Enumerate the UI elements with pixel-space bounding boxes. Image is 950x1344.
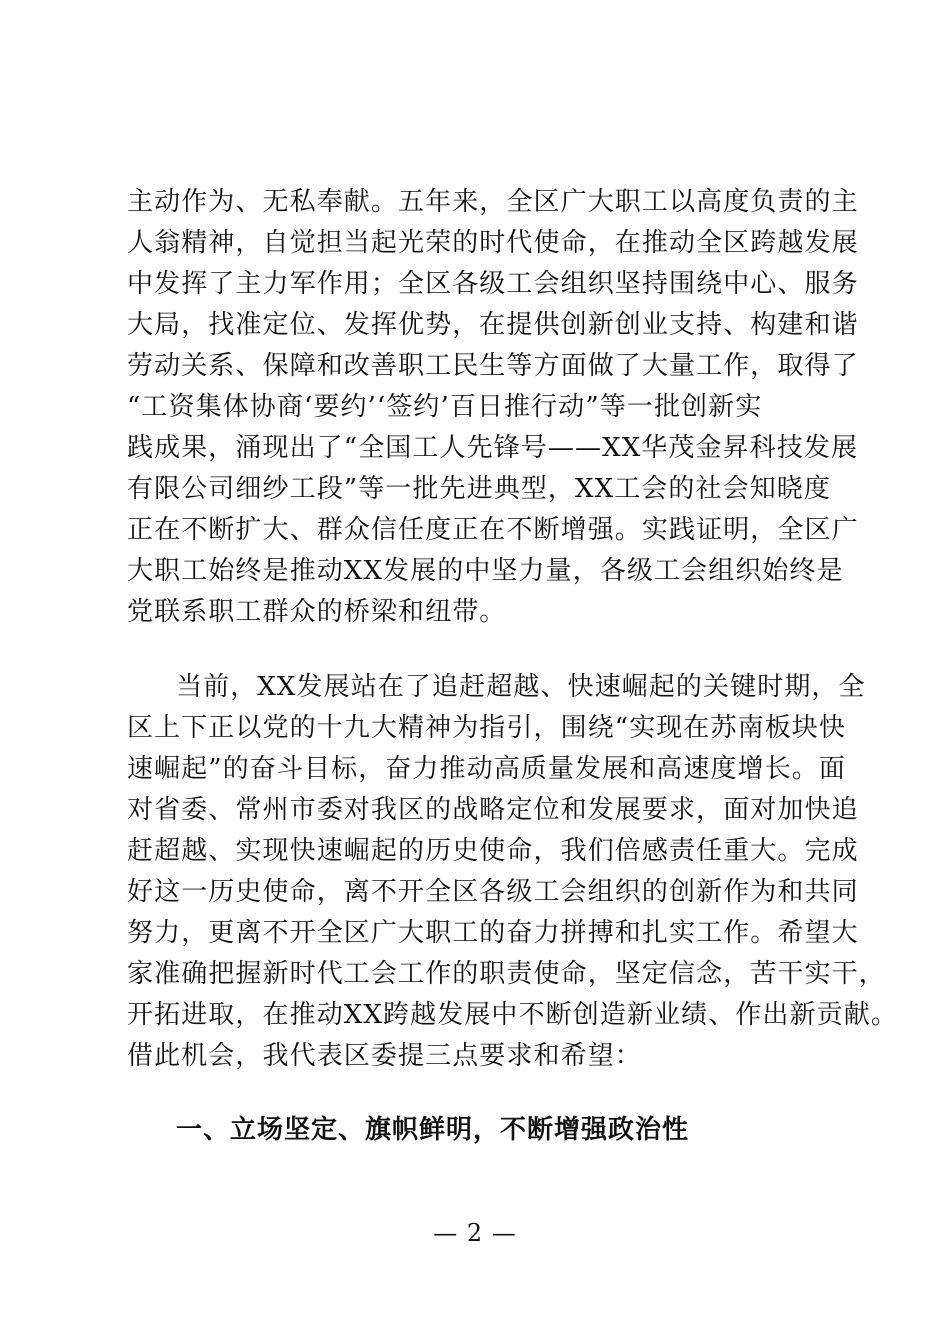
paragraph-line: 好这一历史使命，离不开全区各级工会组织的创新作为和共同 — [127, 877, 859, 907]
paragraph-line: 家准确把握新时代工会工作的职责使命，坚定信念，苦干实干， — [127, 959, 886, 989]
paragraph-line: 践成果，涌现出了“全国工人先锋号——XX华茂金昇科技发展 — [127, 433, 859, 463]
paragraph-line: 主动作为、无私奉献。五年来，全区广大职工以高度负责的主 — [127, 187, 859, 217]
paragraph-line: 有限公司细纱工段”等一批先进典型，XX工会的社会知晓度 — [127, 474, 832, 504]
paragraph-line: 努力，更离不开全区广大职工的奋力拼搏和扎实工作。希望大 — [127, 918, 859, 948]
paragraph-line: 大局，找准定位、发挥优势，在提供创新创业支持、构建和谐 — [127, 310, 859, 340]
section-heading: 一、立场坚定、旗帜鲜明，不断增强政治性 — [176, 1115, 690, 1145]
paragraph-line: “工资集体协商‘要约’‘签约’百日推行动”等一批创新实 — [127, 392, 763, 422]
paragraph-line: 速崛起”的奋斗目标，奋力推动高质量发展和高速度增长。面 — [127, 754, 846, 784]
paragraph-line: 中发挥了主力军作用；全区各级工会组织坚持围绕中心、服务 — [127, 269, 859, 299]
paragraph-line: 大职工始终是推动XX发展的中坚力量，各级工会组织始终是 — [127, 556, 844, 586]
page-number: — 2 — — [433, 1219, 517, 1247]
paragraph-line: 赶超越、实现快速崛起的历史使命，我们倍感责任重大。完成 — [127, 836, 859, 866]
paragraph-line: 劳动关系、保障和改善职工民生等方面做了大量工作，取得了 — [127, 351, 859, 381]
paragraph-line: 对省委、常州市委对我区的战略定位和发展要求，面对加快追 — [127, 795, 859, 825]
paragraph-line: 人翁精神，自觉担当起光荣的时代使命，在推动全区跨越发展 — [127, 228, 859, 258]
paragraph-line: 区上下正以党的十九大精神为指引，围绕“实现在苏南板块快 — [127, 713, 846, 743]
paragraph-line: 正在不断扩大、群众信任度正在不断增强。实践证明，全区广 — [127, 515, 859, 545]
paragraph-line: 借此机会，我代表区委提三点要求和希望： — [127, 1041, 642, 1071]
paragraph-line: 开拓进取，在推动XX跨越发展中不断创造新业绩、作出新贡献。 — [127, 1000, 898, 1030]
paragraph-line: 党联系职工群众的桥梁和纽带。 — [127, 597, 507, 627]
paragraph-line: 当前，XX发展站在了追赶超越、快速崛起的关键时期，全 — [176, 672, 866, 702]
